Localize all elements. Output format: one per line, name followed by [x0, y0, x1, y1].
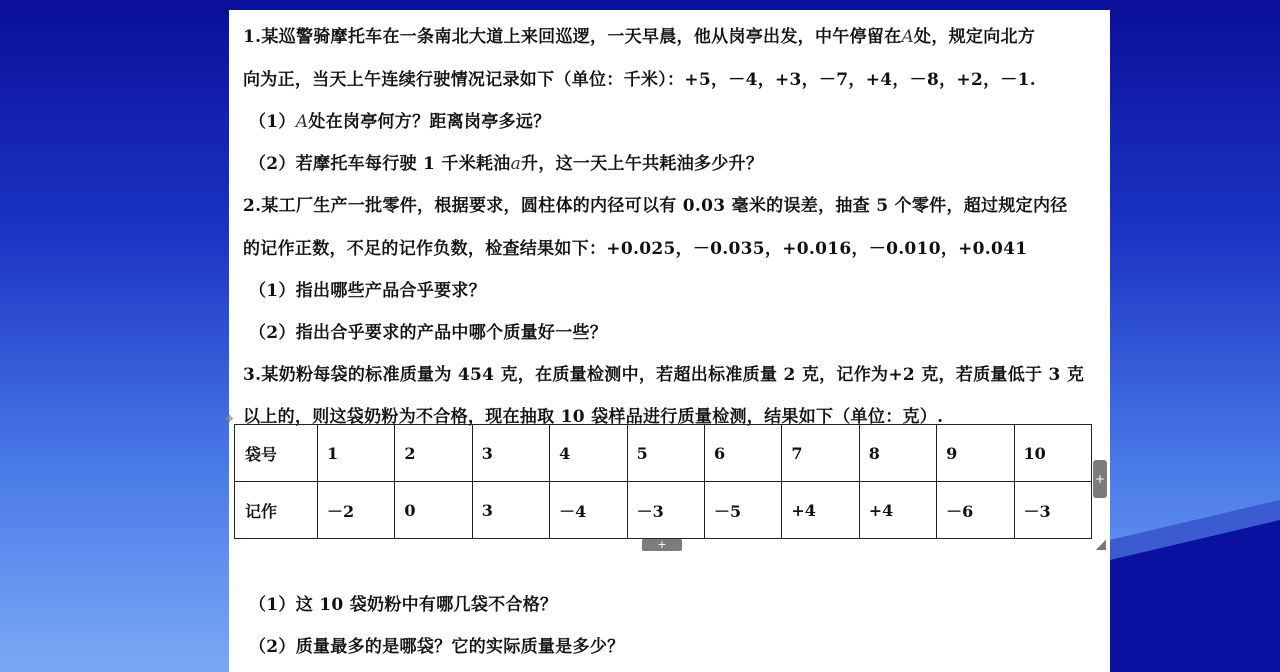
problem1-text-a: 1.某巡警骑摩托车在一条南北大道上来回巡逻，一天早晨，他从岗亭出发，中午停留在: [243, 27, 902, 47]
problem2-line1: 2.某工厂生产一批零件，根据要求，圆柱体的内径可以有 0.03 毫米的误差，抽查 5 个零件，超过规定内径: [243, 196, 1068, 216]
table-cell: －3: [627, 482, 704, 539]
problem2-question1: （1）指出哪些产品合乎要求？: [249, 281, 487, 301]
document-page: [225, 10, 1110, 672]
variable-a-lower: a: [510, 154, 522, 174]
table-cell: 4: [550, 425, 627, 482]
problem3-line2: 以上的，则这袋奶粉为不合格，现在抽取 10 袋样品进行质量检测，结果如下（单位：克）.: [243, 407, 944, 427]
table-cell: 袋号: [235, 425, 318, 482]
problem1-question1: [249, 107, 551, 132]
table-cell: 6: [704, 425, 781, 482]
variable-a-capital: A: [901, 27, 915, 47]
add-column-button[interactable]: +: [1093, 460, 1107, 498]
table-cell: －5: [704, 482, 781, 539]
add-row-button[interactable]: +: [642, 539, 682, 551]
table-cell: 3: [472, 482, 549, 539]
problem3-question2: （2）质量最多的是哪袋？它的实际质量是多少？: [249, 637, 625, 657]
milk-powder-table: [234, 424, 1092, 539]
table-cell: －3: [1014, 482, 1091, 539]
q1-number: （1）: [249, 112, 296, 132]
table-cell: －4: [550, 482, 627, 539]
problem1-line1: [243, 22, 1035, 47]
table-cell: 记作: [235, 482, 318, 539]
problem1-text-b: 处，规定向北方: [914, 27, 1036, 47]
table-row: [235, 482, 1092, 539]
table-row: [235, 425, 1092, 482]
table-cell: 5: [627, 425, 704, 482]
table-cell: 7: [782, 425, 859, 482]
table-cell: 1: [318, 425, 395, 482]
problem3-line1: 3.某奶粉每袋的标准质量为 454 克，在质量检测中，若超出标准质量 2 克，记作为+2 克，若质量低于 3 克: [243, 365, 1085, 385]
problem1-question2: [249, 149, 763, 174]
problem2-line2: 的记作正数，不足的记作负数，检查结果如下：+0.025，－0.035，+0.016，－0.010，+0.041: [243, 239, 1028, 259]
table-cell: 0: [395, 482, 472, 539]
problem1-line2: 向为正，当天上午连续行驶情况记录如下（单位：千米）：+5，－4，+3，－7，+4，－8，+2，－1.: [243, 70, 1037, 90]
q1-text: 处在岗亭何方？距离岗亭多远？: [308, 112, 551, 132]
table-cell: 8: [859, 425, 936, 482]
table-cell: 2: [395, 425, 472, 482]
problem2-question2: （2）指出合乎要求的产品中哪个质量好一些？: [249, 323, 608, 343]
table-cell: －6: [937, 482, 1014, 539]
q2-text-b: 升，这一天上午共耗油多少升？: [521, 154, 764, 174]
table-cell: 9: [937, 425, 1014, 482]
table-cell: －2: [318, 482, 395, 539]
table-cell: +4: [782, 482, 859, 539]
table-resize-handle[interactable]: [1096, 540, 1106, 550]
table-move-icon[interactable]: ✥: [225, 414, 234, 425]
q2-text-a: （2）若摩托车每行驶 1 千米耗油: [249, 154, 511, 174]
variable-a-capital: A: [295, 112, 309, 132]
table-cell: +4: [859, 482, 936, 539]
table-cell: 10: [1014, 425, 1091, 482]
problem3-question1: （1）这 10 袋奶粉中有哪几袋不合格？: [249, 595, 558, 615]
table-cell: 3: [472, 425, 549, 482]
